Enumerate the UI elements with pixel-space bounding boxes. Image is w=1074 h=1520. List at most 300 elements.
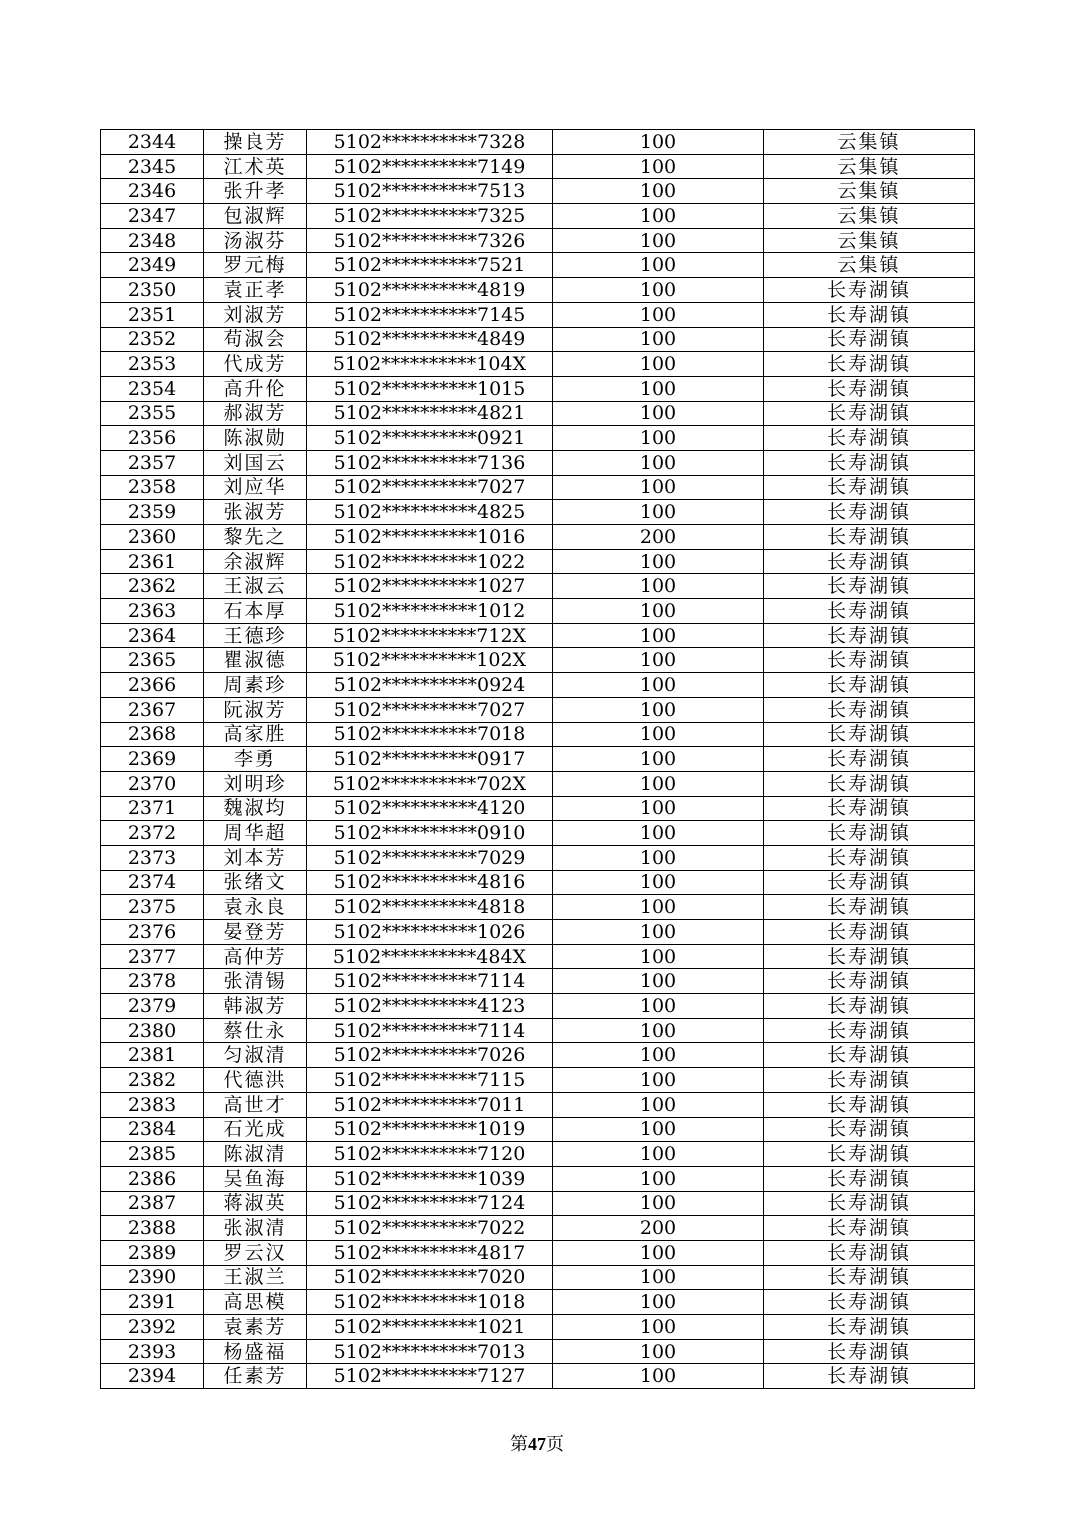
id-number-cell: 5102**********4819 xyxy=(307,278,553,303)
page-number: 47 xyxy=(528,1434,546,1454)
town-cell: 长寿湖镇 xyxy=(764,426,975,451)
page-footer-suffix: 页 xyxy=(546,1434,564,1455)
table-row xyxy=(101,895,975,920)
serial-number-cell: 2355 xyxy=(101,401,204,426)
serial-number-cell: 2347 xyxy=(101,204,204,229)
id-number-cell: 5102**********7026 xyxy=(307,1043,553,1068)
table-row xyxy=(101,648,975,673)
town-cell: 长寿湖镇 xyxy=(764,1018,975,1043)
amount-cell: 100 xyxy=(553,1191,764,1216)
id-number-cell: 5102**********7114 xyxy=(307,969,553,994)
id-number-cell: 5102**********702X xyxy=(307,771,553,796)
table-row xyxy=(101,327,975,352)
amount-cell: 100 xyxy=(553,1142,764,1167)
id-number-cell: 5102**********7325 xyxy=(307,204,553,229)
serial-number-cell: 2375 xyxy=(101,895,204,920)
name-cell: 张淑芳 xyxy=(204,500,307,525)
amount-cell: 100 xyxy=(553,1364,764,1389)
amount-cell: 100 xyxy=(553,302,764,327)
id-number-cell: 5102**********7521 xyxy=(307,253,553,278)
id-number-cell: 5102**********4825 xyxy=(307,500,553,525)
id-number-cell: 5102**********1015 xyxy=(307,376,553,401)
town-cell: 长寿湖镇 xyxy=(764,623,975,648)
table-row xyxy=(101,1117,975,1142)
town-cell: 长寿湖镇 xyxy=(764,278,975,303)
amount-cell: 100 xyxy=(553,154,764,179)
table-row xyxy=(101,228,975,253)
id-number-cell: 5102**********7136 xyxy=(307,450,553,475)
amount-cell: 100 xyxy=(553,204,764,229)
table-row xyxy=(101,475,975,500)
name-cell: 袁素芳 xyxy=(204,1315,307,1340)
name-cell: 操良芳 xyxy=(204,130,307,155)
id-number-cell: 5102**********1039 xyxy=(307,1166,553,1191)
table-row xyxy=(101,870,975,895)
amount-cell: 100 xyxy=(553,796,764,821)
table-row xyxy=(101,179,975,204)
table-row xyxy=(101,549,975,574)
amount-cell: 100 xyxy=(553,1240,764,1265)
table-row xyxy=(101,994,975,1019)
table-row xyxy=(101,771,975,796)
serial-number-cell: 2344 xyxy=(101,130,204,155)
table-row xyxy=(101,302,975,327)
amount-cell: 100 xyxy=(553,278,764,303)
name-cell: 张淑清 xyxy=(204,1216,307,1241)
table-row xyxy=(101,697,975,722)
amount-cell: 100 xyxy=(553,401,764,426)
town-cell: 长寿湖镇 xyxy=(764,1315,975,1340)
serial-number-cell: 2366 xyxy=(101,673,204,698)
serial-number-cell: 2362 xyxy=(101,574,204,599)
serial-number-cell: 2383 xyxy=(101,1092,204,1117)
town-cell: 长寿湖镇 xyxy=(764,1191,975,1216)
serial-number-cell: 2361 xyxy=(101,549,204,574)
amount-cell: 100 xyxy=(553,648,764,673)
id-number-cell: 5102**********4817 xyxy=(307,1240,553,1265)
id-number-cell: 5102**********4849 xyxy=(307,327,553,352)
id-number-cell: 5102**********1016 xyxy=(307,525,553,550)
id-number-cell: 5102**********4120 xyxy=(307,796,553,821)
table-row xyxy=(101,944,975,969)
name-cell: 汤淑芬 xyxy=(204,228,307,253)
town-cell: 长寿湖镇 xyxy=(764,1290,975,1315)
name-cell: 王淑云 xyxy=(204,574,307,599)
name-cell: 晏登芳 xyxy=(204,920,307,945)
table-row xyxy=(101,204,975,229)
table-row xyxy=(101,278,975,303)
town-cell: 长寿湖镇 xyxy=(764,1216,975,1241)
amount-cell: 100 xyxy=(553,1166,764,1191)
id-number-cell: 5102**********0924 xyxy=(307,673,553,698)
name-cell: 吴鱼海 xyxy=(204,1166,307,1191)
table-row xyxy=(101,450,975,475)
town-cell: 云集镇 xyxy=(764,130,975,155)
serial-number-cell: 2391 xyxy=(101,1290,204,1315)
town-cell: 长寿湖镇 xyxy=(764,574,975,599)
serial-number-cell: 2360 xyxy=(101,525,204,550)
id-number-cell: 5102**********7127 xyxy=(307,1364,553,1389)
town-cell: 长寿湖镇 xyxy=(764,1240,975,1265)
id-number-cell: 5102**********7027 xyxy=(307,697,553,722)
town-cell: 云集镇 xyxy=(764,179,975,204)
id-number-cell: 5102**********7029 xyxy=(307,845,553,870)
name-cell: 张清锡 xyxy=(204,969,307,994)
amount-cell: 100 xyxy=(553,549,764,574)
table-row xyxy=(101,376,975,401)
name-cell: 王德珍 xyxy=(204,623,307,648)
serial-number-cell: 2350 xyxy=(101,278,204,303)
serial-number-cell: 2354 xyxy=(101,376,204,401)
serial-number-cell: 2384 xyxy=(101,1117,204,1142)
town-cell: 长寿湖镇 xyxy=(764,845,975,870)
serial-number-cell: 2357 xyxy=(101,450,204,475)
name-cell: 瞿淑德 xyxy=(204,648,307,673)
table-row xyxy=(101,1191,975,1216)
town-cell: 长寿湖镇 xyxy=(764,648,975,673)
table-row xyxy=(101,747,975,772)
serial-number-cell: 2359 xyxy=(101,500,204,525)
amount-cell: 100 xyxy=(553,722,764,747)
name-cell: 石本厚 xyxy=(204,599,307,624)
table-row xyxy=(101,401,975,426)
serial-number-cell: 2351 xyxy=(101,302,204,327)
amount-cell: 100 xyxy=(553,228,764,253)
town-cell: 长寿湖镇 xyxy=(764,450,975,475)
table-row xyxy=(101,969,975,994)
id-number-cell: 5102**********1027 xyxy=(307,574,553,599)
serial-number-cell: 2367 xyxy=(101,697,204,722)
id-number-cell: 5102**********1022 xyxy=(307,549,553,574)
serial-number-cell: 2394 xyxy=(101,1364,204,1389)
serial-number-cell: 2370 xyxy=(101,771,204,796)
name-cell: 魏淑均 xyxy=(204,796,307,821)
name-cell: 代德洪 xyxy=(204,1068,307,1093)
amount-cell: 100 xyxy=(553,994,764,1019)
serial-number-cell: 2392 xyxy=(101,1315,204,1340)
table-row xyxy=(101,426,975,451)
amount-cell: 100 xyxy=(553,771,764,796)
name-cell: 蔡仕永 xyxy=(204,1018,307,1043)
id-number-cell: 5102**********484X xyxy=(307,944,553,969)
id-number-cell: 5102**********104X xyxy=(307,352,553,377)
town-cell: 长寿湖镇 xyxy=(764,1068,975,1093)
name-cell: 江术英 xyxy=(204,154,307,179)
serial-number-cell: 2379 xyxy=(101,994,204,1019)
table-row xyxy=(101,796,975,821)
town-cell: 长寿湖镇 xyxy=(764,376,975,401)
name-cell: 石光成 xyxy=(204,1117,307,1142)
town-cell: 长寿湖镇 xyxy=(764,1043,975,1068)
name-cell: 高仲芳 xyxy=(204,944,307,969)
amount-cell: 100 xyxy=(553,1315,764,1340)
town-cell: 长寿湖镇 xyxy=(764,500,975,525)
town-cell: 长寿湖镇 xyxy=(764,401,975,426)
amount-cell: 100 xyxy=(553,1265,764,1290)
name-cell: 王淑兰 xyxy=(204,1265,307,1290)
amount-cell: 100 xyxy=(553,1092,764,1117)
page-footer xyxy=(0,1430,1074,1456)
name-cell: 周华超 xyxy=(204,821,307,846)
table-row xyxy=(101,599,975,624)
name-cell: 杨盛福 xyxy=(204,1339,307,1364)
amount-cell: 100 xyxy=(553,747,764,772)
town-cell: 长寿湖镇 xyxy=(764,1364,975,1389)
serial-number-cell: 2393 xyxy=(101,1339,204,1364)
id-number-cell: 5102**********7124 xyxy=(307,1191,553,1216)
records-body xyxy=(101,130,975,1389)
id-number-cell: 5102**********7149 xyxy=(307,154,553,179)
table-row xyxy=(101,1315,975,1340)
amount-cell: 100 xyxy=(553,1290,764,1315)
amount-cell: 100 xyxy=(553,450,764,475)
id-number-cell: 5102**********1026 xyxy=(307,920,553,945)
serial-number-cell: 2365 xyxy=(101,648,204,673)
id-number-cell: 5102**********1021 xyxy=(307,1315,553,1340)
name-cell: 刘本芳 xyxy=(204,845,307,870)
id-number-cell: 5102**********7513 xyxy=(307,179,553,204)
id-number-cell: 5102**********1019 xyxy=(307,1117,553,1142)
town-cell: 长寿湖镇 xyxy=(764,994,975,1019)
name-cell: 周素珍 xyxy=(204,673,307,698)
name-cell: 刘淑芳 xyxy=(204,302,307,327)
serial-number-cell: 2378 xyxy=(101,969,204,994)
table-row xyxy=(101,623,975,648)
town-cell: 长寿湖镇 xyxy=(764,1339,975,1364)
id-number-cell: 5102**********7018 xyxy=(307,722,553,747)
amount-cell: 100 xyxy=(553,697,764,722)
id-number-cell: 5102**********7114 xyxy=(307,1018,553,1043)
amount-cell: 100 xyxy=(553,1018,764,1043)
id-number-cell: 5102**********102X xyxy=(307,648,553,673)
table-row xyxy=(101,821,975,846)
serial-number-cell: 2348 xyxy=(101,228,204,253)
town-cell: 长寿湖镇 xyxy=(764,870,975,895)
id-number-cell: 5102**********7145 xyxy=(307,302,553,327)
town-cell: 长寿湖镇 xyxy=(764,549,975,574)
amount-cell: 100 xyxy=(553,426,764,451)
amount-cell: 100 xyxy=(553,895,764,920)
amount-cell: 100 xyxy=(553,944,764,969)
id-number-cell: 5102**********4816 xyxy=(307,870,553,895)
table-row xyxy=(101,722,975,747)
serial-number-cell: 2371 xyxy=(101,796,204,821)
amount-cell: 100 xyxy=(553,179,764,204)
town-cell: 长寿湖镇 xyxy=(764,302,975,327)
amount-cell: 100 xyxy=(553,969,764,994)
table-row xyxy=(101,1265,975,1290)
records-table xyxy=(100,129,975,1389)
name-cell: 刘明珍 xyxy=(204,771,307,796)
table-row xyxy=(101,1018,975,1043)
name-cell: 张绪文 xyxy=(204,870,307,895)
amount-cell: 100 xyxy=(553,1339,764,1364)
id-number-cell: 5102**********7326 xyxy=(307,228,553,253)
town-cell: 长寿湖镇 xyxy=(764,1265,975,1290)
town-cell: 云集镇 xyxy=(764,228,975,253)
name-cell: 包淑辉 xyxy=(204,204,307,229)
amount-cell: 100 xyxy=(553,920,764,945)
id-number-cell: 5102**********4123 xyxy=(307,994,553,1019)
id-number-cell: 5102**********7020 xyxy=(307,1265,553,1290)
town-cell: 长寿湖镇 xyxy=(764,1117,975,1142)
serial-number-cell: 2385 xyxy=(101,1142,204,1167)
name-cell: 韩淑芳 xyxy=(204,994,307,1019)
table-row xyxy=(101,1290,975,1315)
name-cell: 李勇 xyxy=(204,747,307,772)
amount-cell: 100 xyxy=(553,130,764,155)
serial-number-cell: 2390 xyxy=(101,1265,204,1290)
serial-number-cell: 2346 xyxy=(101,179,204,204)
name-cell: 高升伦 xyxy=(204,376,307,401)
table-row xyxy=(101,1364,975,1389)
town-cell: 长寿湖镇 xyxy=(764,475,975,500)
serial-number-cell: 2369 xyxy=(101,747,204,772)
name-cell: 黎先之 xyxy=(204,525,307,550)
town-cell: 长寿湖镇 xyxy=(764,771,975,796)
town-cell: 云集镇 xyxy=(764,253,975,278)
town-cell: 长寿湖镇 xyxy=(764,599,975,624)
name-cell: 郝淑芳 xyxy=(204,401,307,426)
id-number-cell: 5102**********7022 xyxy=(307,1216,553,1241)
name-cell: 苟淑会 xyxy=(204,327,307,352)
name-cell: 陈淑勋 xyxy=(204,426,307,451)
town-cell: 长寿湖镇 xyxy=(764,895,975,920)
serial-number-cell: 2372 xyxy=(101,821,204,846)
id-number-cell: 5102**********0910 xyxy=(307,821,553,846)
name-cell: 代成芳 xyxy=(204,352,307,377)
amount-cell: 100 xyxy=(553,352,764,377)
name-cell: 张升孝 xyxy=(204,179,307,204)
serial-number-cell: 2356 xyxy=(101,426,204,451)
serial-number-cell: 2364 xyxy=(101,623,204,648)
town-cell: 长寿湖镇 xyxy=(764,1142,975,1167)
name-cell: 罗元梅 xyxy=(204,253,307,278)
id-number-cell: 5102**********0917 xyxy=(307,747,553,772)
name-cell: 刘应华 xyxy=(204,475,307,500)
serial-number-cell: 2352 xyxy=(101,327,204,352)
name-cell: 匀淑清 xyxy=(204,1043,307,1068)
serial-number-cell: 2368 xyxy=(101,722,204,747)
name-cell: 阮淑芳 xyxy=(204,697,307,722)
table-row xyxy=(101,845,975,870)
table-row xyxy=(101,920,975,945)
town-cell: 长寿湖镇 xyxy=(764,944,975,969)
amount-cell: 200 xyxy=(553,1216,764,1241)
table-row xyxy=(101,253,975,278)
name-cell: 罗云汉 xyxy=(204,1240,307,1265)
serial-number-cell: 2358 xyxy=(101,475,204,500)
town-cell: 长寿湖镇 xyxy=(764,722,975,747)
id-number-cell: 5102**********1018 xyxy=(307,1290,553,1315)
amount-cell: 100 xyxy=(553,599,764,624)
table-row xyxy=(101,1043,975,1068)
serial-number-cell: 2388 xyxy=(101,1216,204,1241)
serial-number-cell: 2382 xyxy=(101,1068,204,1093)
amount-cell: 100 xyxy=(553,376,764,401)
serial-number-cell: 2389 xyxy=(101,1240,204,1265)
serial-number-cell: 2377 xyxy=(101,944,204,969)
amount-cell: 100 xyxy=(553,845,764,870)
serial-number-cell: 2376 xyxy=(101,920,204,945)
name-cell: 刘国云 xyxy=(204,450,307,475)
table-row xyxy=(101,1092,975,1117)
serial-number-cell: 2353 xyxy=(101,352,204,377)
town-cell: 长寿湖镇 xyxy=(764,327,975,352)
amount-cell: 100 xyxy=(553,574,764,599)
amount-cell: 100 xyxy=(553,475,764,500)
id-number-cell: 5102**********4821 xyxy=(307,401,553,426)
id-number-cell: 5102**********712X xyxy=(307,623,553,648)
id-number-cell: 5102**********7027 xyxy=(307,475,553,500)
amount-cell: 200 xyxy=(553,525,764,550)
town-cell: 长寿湖镇 xyxy=(764,1166,975,1191)
id-number-cell: 5102**********7013 xyxy=(307,1339,553,1364)
amount-cell: 100 xyxy=(553,500,764,525)
id-number-cell: 5102**********7115 xyxy=(307,1068,553,1093)
id-number-cell: 5102**********0921 xyxy=(307,426,553,451)
serial-number-cell: 2349 xyxy=(101,253,204,278)
name-cell: 陈淑清 xyxy=(204,1142,307,1167)
amount-cell: 100 xyxy=(553,1117,764,1142)
serial-number-cell: 2374 xyxy=(101,870,204,895)
id-number-cell: 5102**********4818 xyxy=(307,895,553,920)
name-cell: 高世才 xyxy=(204,1092,307,1117)
town-cell: 长寿湖镇 xyxy=(764,352,975,377)
serial-number-cell: 2373 xyxy=(101,845,204,870)
amount-cell: 100 xyxy=(553,327,764,352)
page-footer-prefix: 第 xyxy=(510,1434,528,1455)
id-number-cell: 5102**********7328 xyxy=(307,130,553,155)
table-row xyxy=(101,1142,975,1167)
serial-number-cell: 2386 xyxy=(101,1166,204,1191)
name-cell: 余淑辉 xyxy=(204,549,307,574)
table-row xyxy=(101,1068,975,1093)
serial-number-cell: 2363 xyxy=(101,599,204,624)
amount-cell: 100 xyxy=(553,1068,764,1093)
amount-cell: 100 xyxy=(553,870,764,895)
table-row xyxy=(101,500,975,525)
table-row xyxy=(101,1166,975,1191)
name-cell: 任素芳 xyxy=(204,1364,307,1389)
town-cell: 长寿湖镇 xyxy=(764,796,975,821)
table-row xyxy=(101,352,975,377)
id-number-cell: 5102**********1012 xyxy=(307,599,553,624)
name-cell: 蒋淑英 xyxy=(204,1191,307,1216)
table-row xyxy=(101,154,975,179)
serial-number-cell: 2381 xyxy=(101,1043,204,1068)
id-number-cell: 5102**********7011 xyxy=(307,1092,553,1117)
name-cell: 袁正孝 xyxy=(204,278,307,303)
serial-number-cell: 2380 xyxy=(101,1018,204,1043)
table-row xyxy=(101,673,975,698)
amount-cell: 100 xyxy=(553,673,764,698)
id-number-cell: 5102**********7120 xyxy=(307,1142,553,1167)
town-cell: 长寿湖镇 xyxy=(764,1092,975,1117)
town-cell: 长寿湖镇 xyxy=(764,525,975,550)
town-cell: 长寿湖镇 xyxy=(764,821,975,846)
name-cell: 袁永良 xyxy=(204,895,307,920)
town-cell: 云集镇 xyxy=(764,154,975,179)
amount-cell: 100 xyxy=(553,821,764,846)
town-cell: 长寿湖镇 xyxy=(764,697,975,722)
serial-number-cell: 2345 xyxy=(101,154,204,179)
amount-cell: 100 xyxy=(553,623,764,648)
serial-number-cell: 2387 xyxy=(101,1191,204,1216)
town-cell: 长寿湖镇 xyxy=(764,747,975,772)
table-row xyxy=(101,574,975,599)
table-row xyxy=(101,1240,975,1265)
